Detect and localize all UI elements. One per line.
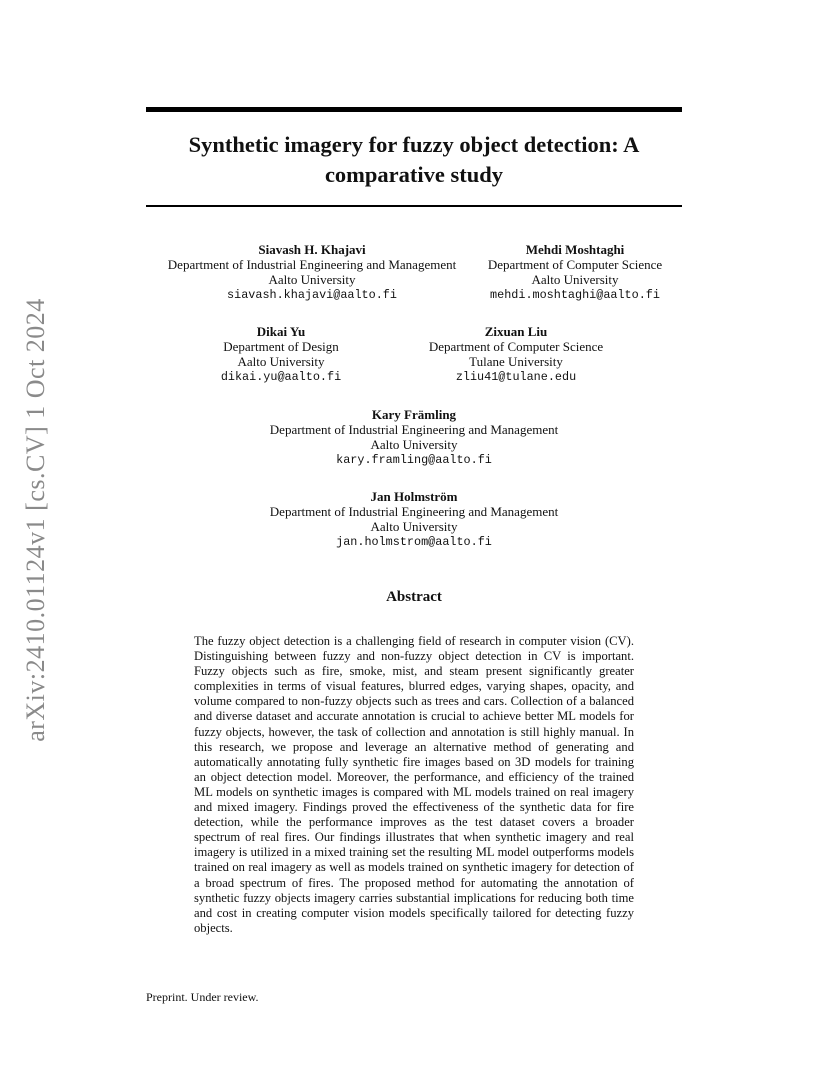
author-name: Siavash H. Khajavi: [258, 242, 366, 257]
author-name: Zixuan Liu: [484, 324, 548, 339]
author-affiliation: Department of Computer Science: [428, 339, 604, 355]
preprint-footer: Preprint. Under review.: [146, 990, 259, 1004]
author-email[interactable]: zliu41@tulane.edu: [455, 369, 577, 384]
abstract-heading: Abstract: [386, 589, 442, 605]
author-institution: Aalto University: [370, 519, 458, 535]
author-email[interactable]: dikai.yu@aalto.fi: [220, 369, 342, 384]
author-block: [150, 242, 474, 303]
author-affiliation: Department of Industrial Engineering and Management: [269, 504, 559, 520]
author-name: Dikai Yu: [256, 324, 306, 339]
author-email[interactable]: jan.holmstrom@aalto.fi: [336, 534, 492, 549]
author-affiliation: Department of Design: [223, 339, 339, 355]
author-email[interactable]: kary.framling@aalto.fi: [336, 452, 492, 467]
author-email[interactable]: mehdi.moshtaghi@aalto.fi: [490, 287, 660, 302]
author-block: [196, 324, 366, 385]
arxiv-identifier-stamp: arXiv:2410.01124v1 [cs.CV] 1 Oct 2024: [21, 298, 50, 742]
abstract-text: The fuzzy object detection is a challenging field of research in computer vision (CV). Distinguishing between fuzzy and non-fuzzy object detection in CV is important. Fuzzy objects such as fire, smoke, mist, and steam present significantly greater complexities in terms of visual features, blurred edges, varying shapes, opacity, and volume compared to non-fuzzy objects such as trees and cars. Collection of a balanced and diverse dataset and accurate annotation is crucial to achieve better ML models for fuzzy objects, however, the task of collection and annotation is still highly manual. In this research, we propose and leverage an alternative method of generating and automatically annotating fully synthetic fire images based on 3D models for training an object detection model. Moreover, the performance, and efficiency of the trained ML models on synthetic images is compared with ML models trained on real imagery and mixed imagery. Findings proved the effectiveness of the synthetic data for fire detection, while the performance improves as the test dataset covers a broader spectrum of real fires. Our findings illustrates that when synthetic imagery and real imagery is utilized in a mixed training set the resulting ML model outperforms models trained on real imagery as well as models trained on synthetic imagery for detection of a broad spectrum of fires. The proposed method for automating the annotation of synthetic fuzzy objects imagery carries substantial implications for reducing both time and cost in creating computer vision models specifically tailored for detecting fuzzy objects.: [194, 634, 634, 935]
author-email[interactable]: siavash.khajavi@aalto.fi: [227, 287, 397, 302]
author-name: Mehdi Moshtaghi: [525, 242, 625, 257]
author-institution: Aalto University: [370, 437, 458, 453]
author-name: Jan Holmström: [370, 489, 458, 504]
author-institution: Aalto University: [268, 272, 356, 288]
author-block: [478, 242, 672, 303]
author-affiliation: Department of Industrial Engineering and Management: [269, 422, 559, 438]
author-block: [214, 407, 614, 468]
author-block: [214, 489, 614, 550]
paper-title: Synthetic imagery for fuzzy object detection: A comparative study: [188, 132, 640, 187]
author-affiliation: Department of Industrial Engineering and Management: [167, 257, 457, 273]
author-institution: Aalto University: [237, 354, 325, 370]
title-top-rule: [146, 107, 682, 112]
title-bottom-rule: [146, 205, 682, 207]
author-affiliation: Department of Computer Science: [487, 257, 663, 273]
author-name: Kary Främling: [371, 407, 457, 422]
author-block: [414, 324, 618, 385]
author-institution: Tulane University: [469, 354, 563, 370]
author-institution: Aalto University: [531, 272, 619, 288]
